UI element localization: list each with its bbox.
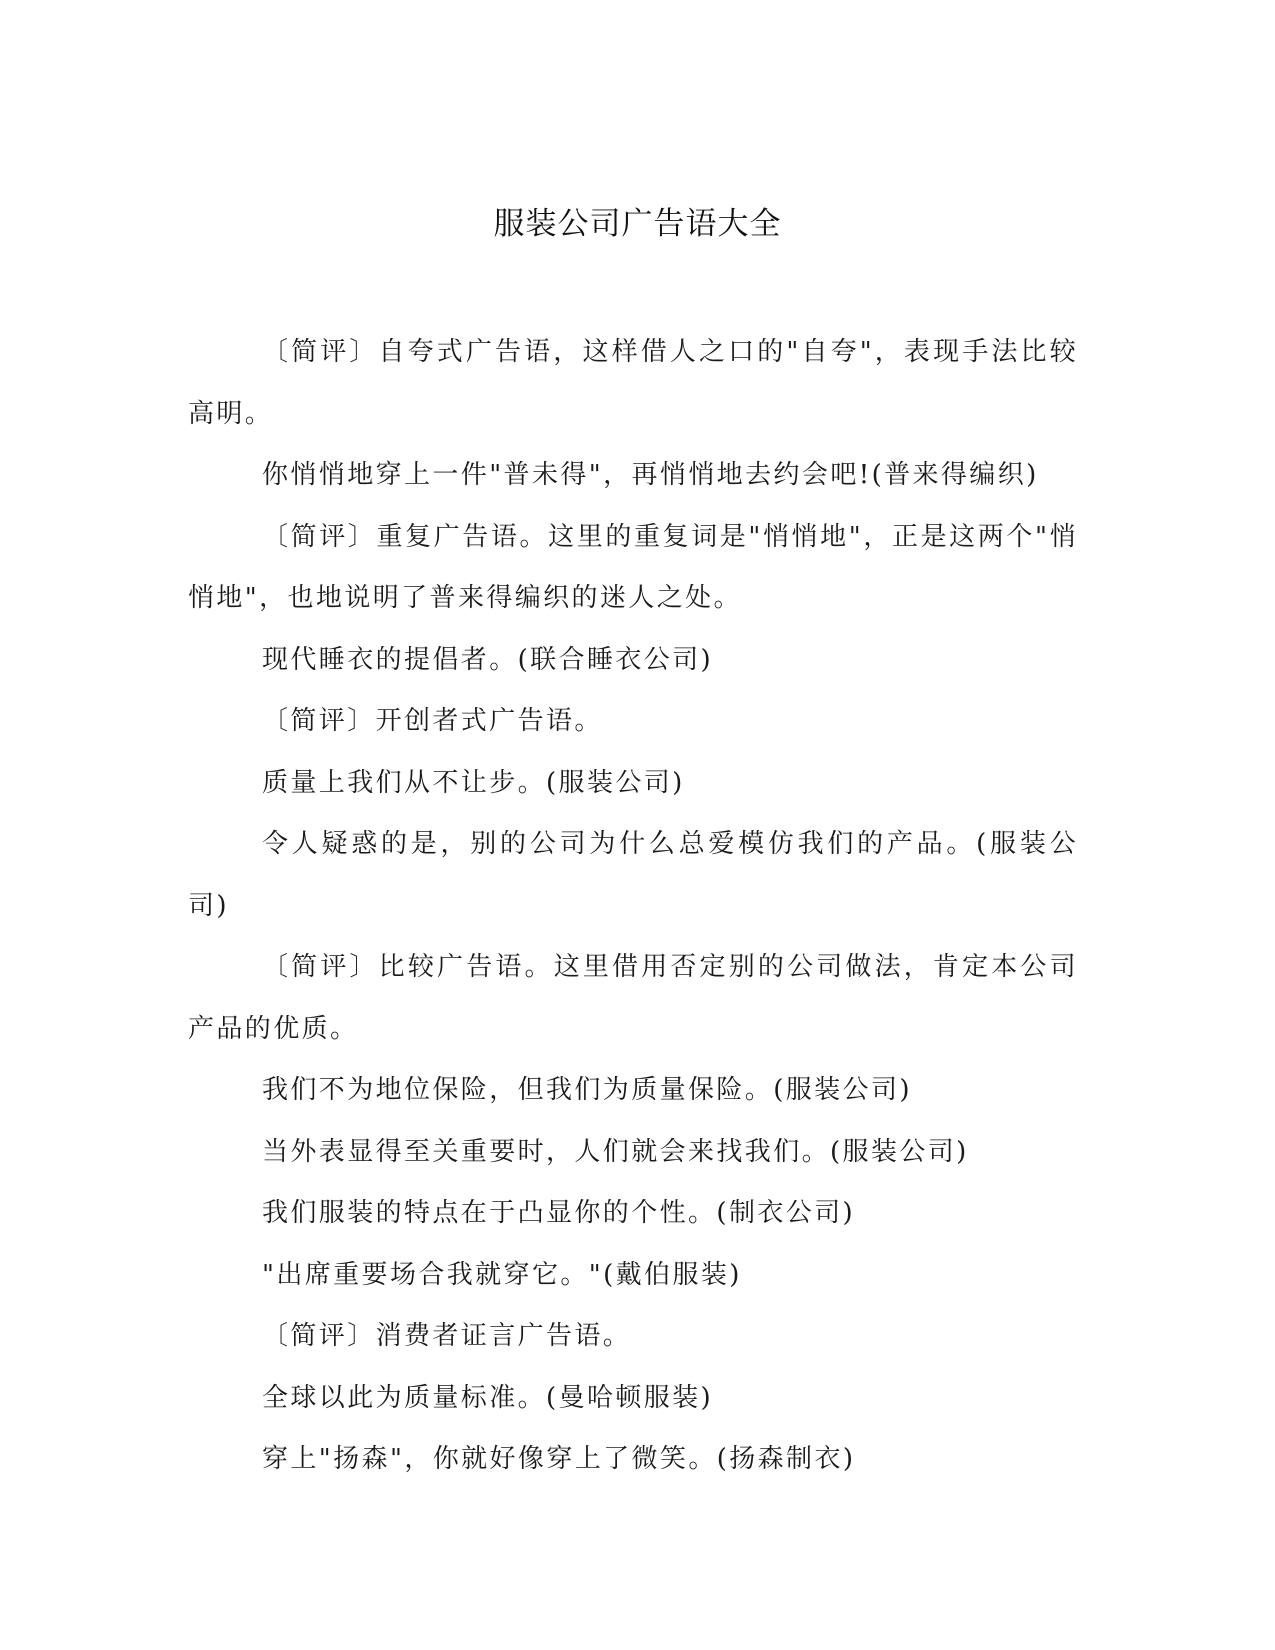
document-body — [188, 322, 1078, 1491]
paragraph: "出席重要场合我就穿它。"(戴伯服装) — [262, 1259, 742, 1290]
paragraph: 全球以此为质量标准。(曼哈顿服装) — [262, 1382, 714, 1413]
paragraph: 〔简评〕消费者证言广告语。 — [262, 1321, 632, 1351]
paragraph: 〔简评〕自夸式广告语，这样借人之口的"自夸"，表现手法比较高明。 — [188, 337, 1078, 429]
paragraph: 〔简评〕重复广告语。这里的重复词是"悄悄地"，正是这两个"悄悄地"，也地说明了普来得编织的迷人之处。 — [188, 521, 1078, 613]
paragraph: 当外表显得至关重要时，人们就会来找我们。(服装公司) — [262, 1136, 969, 1167]
paragraph: 我们不为地位保险，但我们为质量保险。(服装公司) — [262, 1075, 912, 1105]
paragraph: 〔简评〕开创者式广告语。 — [262, 706, 603, 736]
paragraph: 令人疑惑的是，别的公司为什么总爱模仿我们的产品。(服装公司) — [188, 829, 1078, 921]
paragraph: 穿上"扬森"，你就好像穿上了微笑。(扬森制衣) — [262, 1444, 856, 1474]
paragraph: 现代睡衣的提倡者。(联合睡衣公司) — [262, 644, 714, 675]
paragraph: 〔简评〕比较广告语。这里借用否定别的公司做法，肯定本公司产品的优质。 — [188, 952, 1078, 1044]
paragraph: 你悄悄地穿上一件"普未得"，再悄悄地去约会吧!(普来得编织) — [262, 460, 1039, 490]
paragraph: 质量上我们从不让步。(服装公司) — [262, 767, 685, 798]
document-title: 服装公司广告语大全 — [493, 206, 782, 242]
paragraph: 我们服装的特点在于凸显你的个性。(制衣公司) — [262, 1198, 856, 1228]
